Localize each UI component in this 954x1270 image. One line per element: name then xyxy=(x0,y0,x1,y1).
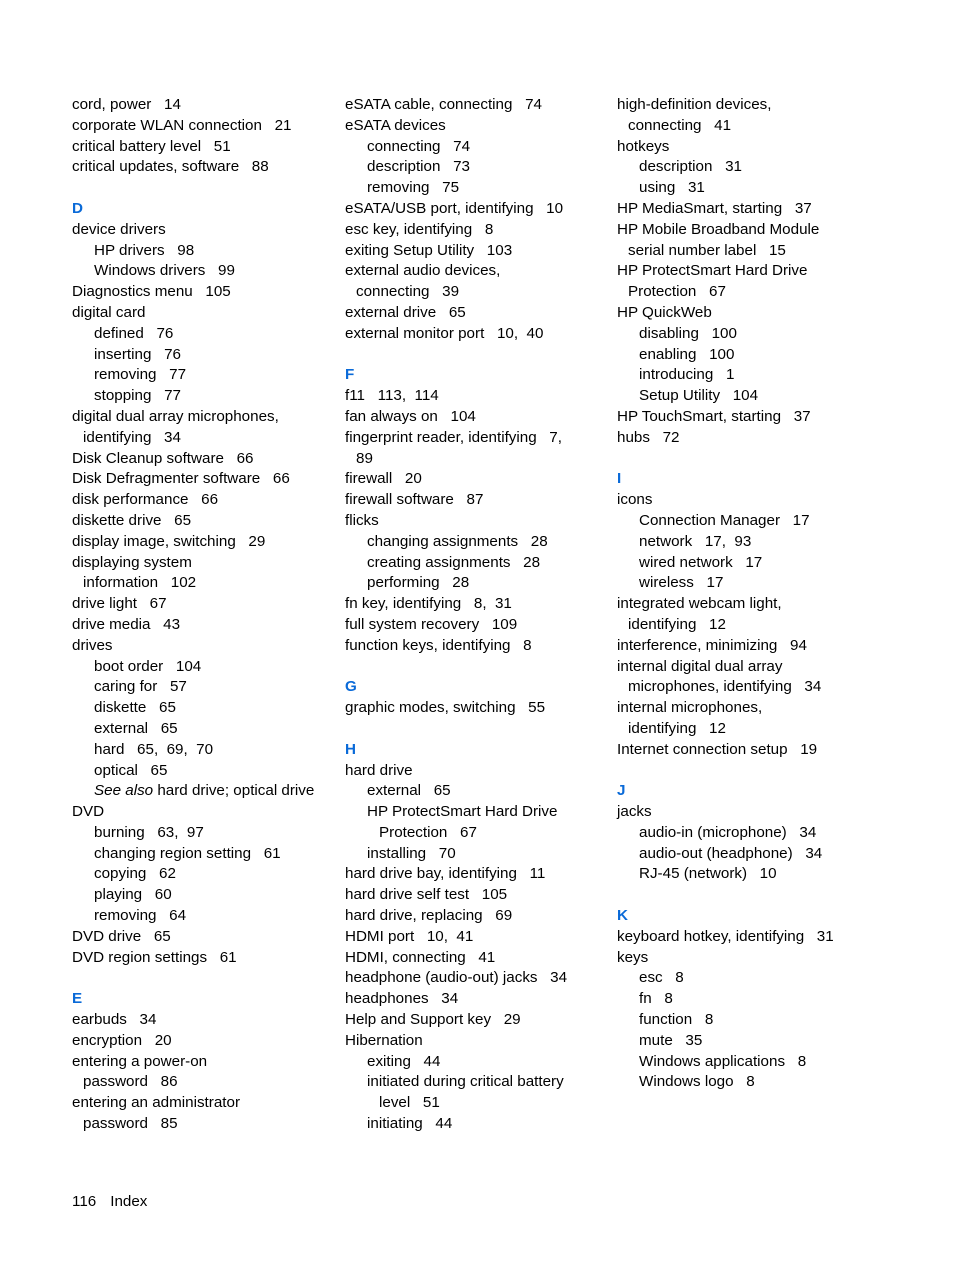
index-subentry: RJ-45 (network) 10 xyxy=(639,865,777,883)
index-subentry: HP ProtectSmart Hard Drive xyxy=(367,803,558,821)
index-subentry: initiating 44 xyxy=(367,1115,453,1133)
index-entry: earbuds 34 xyxy=(72,1011,157,1029)
index-subentry: removing 75 xyxy=(367,179,460,197)
index-entry: cord, power 14 xyxy=(72,96,181,113)
index-subentry: removing 64 xyxy=(94,907,187,925)
index-entry: HP QuickWeb xyxy=(617,303,712,321)
index-subentry: introducing 1 xyxy=(639,366,735,384)
index-entry: eSATA/USB port, identifying 10 xyxy=(345,199,564,217)
letter-heading: K xyxy=(617,907,628,925)
index-entry: hotkeys xyxy=(617,137,670,155)
index-subentry: connecting 39 xyxy=(356,283,460,301)
index-subentry: enabling 100 xyxy=(639,345,735,363)
index-entry: DVD xyxy=(72,803,105,821)
index-subentry: Windows drivers 99 xyxy=(94,262,235,280)
index-subentry: burning 63, 97 xyxy=(94,823,204,841)
index-subentry: external 65 xyxy=(94,719,178,737)
index-subentry: password 86 xyxy=(83,1073,178,1091)
index-subentry: creating assignments 28 xyxy=(367,553,541,571)
index-subentry: hard 65, 69, 70 xyxy=(94,740,214,758)
index-entry: keyboard hotkey, identifying 31 xyxy=(617,927,834,945)
index-entry: graphic modes, switching 55 xyxy=(345,699,546,717)
index-entry: f11 113, 114 xyxy=(345,387,439,405)
index-subentry: initiated during critical battery xyxy=(367,1073,564,1091)
index-subentry: performing 28 xyxy=(367,574,470,592)
index-subentry: function 8 xyxy=(639,1011,714,1029)
index-subentry: disabling 100 xyxy=(639,324,737,342)
index-entry: HP Mobile Broadband Module xyxy=(617,220,820,238)
index-entry: esc key, identifying 8 xyxy=(345,220,494,238)
page-footer xyxy=(72,1192,147,1212)
index-column-2 xyxy=(345,95,607,1135)
letter-heading: E xyxy=(72,990,83,1008)
letter-heading: F xyxy=(345,366,355,384)
index-entry: firewall 20 xyxy=(345,470,422,488)
index-entry: Disk Cleanup software 66 xyxy=(72,449,254,467)
index-subentry: identifying 34 xyxy=(83,428,181,446)
index-entry: fan always on 104 xyxy=(345,407,476,425)
index-entry: hard drive bay, identifying 11 xyxy=(345,865,546,883)
index-entry: encryption 20 xyxy=(72,1031,172,1049)
index-subentry: external 65 xyxy=(367,782,451,800)
index-entry: fn key, identifying 8, 31 xyxy=(345,595,512,613)
index-subentry: information 102 xyxy=(83,574,197,592)
index-subentry: changing assignments 28 xyxy=(367,532,548,550)
index-entry: icons xyxy=(617,491,653,509)
index-subentry: removing 77 xyxy=(94,366,187,384)
index-entry: hard drive xyxy=(345,761,413,779)
index-subentry: changing region setting 61 xyxy=(94,844,281,862)
index-entry: jacks xyxy=(617,803,652,821)
index-subentry: optical 65 xyxy=(94,761,168,779)
index-entry: digital card xyxy=(72,303,146,321)
index-entry: Internet connection setup 19 xyxy=(617,740,818,758)
index-subentry: HP drivers 98 xyxy=(94,241,195,259)
index-subentry: esc 8 xyxy=(639,969,684,987)
index-subentry: Protection 67 xyxy=(628,283,726,301)
index-subentry: exiting 44 xyxy=(367,1052,441,1070)
index-subentry: playing 60 xyxy=(94,886,172,904)
index-entry: display image, switching 29 xyxy=(72,532,266,550)
index-entry: critical battery level 51 xyxy=(72,137,231,155)
index-column-1 xyxy=(72,95,334,1135)
index-subentry: fn 8 xyxy=(639,990,673,1008)
index-subentry: description 73 xyxy=(367,158,470,176)
index-subentry: Windows applications 8 xyxy=(639,1052,807,1070)
index-entry: HP ProtectSmart Hard Drive xyxy=(617,262,808,280)
index-entry: corporate WLAN connection 21 xyxy=(72,116,292,134)
index-entry: flicks xyxy=(345,511,379,529)
index-subentry: wireless 17 xyxy=(639,574,724,592)
page-number: 116 xyxy=(72,1193,97,1210)
letter-heading: G xyxy=(345,678,357,696)
see-also-label: See also xyxy=(94,782,154,800)
index-entry: HDMI, connecting 41 xyxy=(345,948,496,966)
index-subentry: description 31 xyxy=(639,158,742,176)
index-entry: external audio devices, xyxy=(345,262,501,280)
index-subentry: microphones, identifying 34 xyxy=(628,678,822,696)
index-entry: eSATA cable, connecting 74 xyxy=(345,96,542,113)
index-column-3 xyxy=(617,95,907,1093)
index-subentry: mute 35 xyxy=(639,1031,703,1049)
index-subentry: inserting 76 xyxy=(94,345,181,363)
index-entry: headphones 34 xyxy=(345,990,459,1008)
index-entry: eSATA devices xyxy=(345,116,446,134)
index-subentry: boot order 104 xyxy=(94,657,202,675)
index-subentry xyxy=(72,781,334,802)
index-subentry: copying 62 xyxy=(94,865,176,883)
index-subentry: identifying 12 xyxy=(628,719,726,737)
index-entry: HP TouchSmart, starting 37 xyxy=(617,407,811,425)
index-subentry: 89 xyxy=(356,449,373,467)
index-subentry: Windows logo 8 xyxy=(639,1073,755,1091)
index-entry: keys xyxy=(617,948,649,966)
index-subentry: serial number label 15 xyxy=(628,241,786,259)
index-entry: external drive 65 xyxy=(345,303,466,321)
index-subentry: diskette 65 xyxy=(94,699,176,717)
index-subentry: connecting 41 xyxy=(628,116,732,134)
index-entry: diskette drive 65 xyxy=(72,511,192,529)
index-entry: critical updates, software 88 xyxy=(72,158,269,176)
index-entry: full system recovery 109 xyxy=(345,615,518,633)
index-subentry: stopping 77 xyxy=(94,387,181,405)
index-subentry: Connection Manager 17 xyxy=(639,511,810,529)
letter-heading: D xyxy=(72,199,83,217)
index-subentry: connecting 74 xyxy=(367,137,471,155)
index-entry: DVD region settings 61 xyxy=(72,948,237,966)
index-entry: headphone (audio-out) jacks 34 xyxy=(345,969,568,987)
see-also-target: hard drive; optical drive xyxy=(153,782,315,800)
index-entry: interference, minimizing 94 xyxy=(617,636,807,654)
index-entry: firewall software 87 xyxy=(345,491,484,509)
index-entry: digital dual array microphones, xyxy=(72,407,279,425)
index-entry: entering an administrator xyxy=(72,1094,240,1112)
index-subentry: Protection 67 xyxy=(379,823,477,841)
index-entry: hard drive self test 105 xyxy=(345,886,508,904)
index-subentry: audio-out (headphone) 34 xyxy=(639,844,823,862)
index-entry: displaying system xyxy=(72,553,192,571)
index-entry: Help and Support key 29 xyxy=(345,1011,521,1029)
index-entry: internal digital dual array xyxy=(617,657,783,675)
index-entry: device drivers xyxy=(72,220,166,238)
index-entry: internal microphones, xyxy=(617,699,763,717)
index-subentry: network 17, 93 xyxy=(639,532,752,550)
index-entry: drives xyxy=(72,636,113,654)
index-subentry: Setup Utility 104 xyxy=(639,387,759,405)
index-subentry: identifying 12 xyxy=(628,615,726,633)
index-entry: HP MediaSmart, starting 37 xyxy=(617,199,812,217)
index-subentry: wired network 17 xyxy=(639,553,763,571)
index-entry: drive light 67 xyxy=(72,595,167,613)
index-subentry: using 31 xyxy=(639,179,705,197)
index-entry: fingerprint reader, identifying 7, xyxy=(345,428,562,446)
index-entry: disk performance 66 xyxy=(72,491,219,509)
index-entry: Diagnostics menu 105 xyxy=(72,283,231,301)
index-entry: Hibernation xyxy=(345,1031,423,1049)
index-entry: hubs 72 xyxy=(617,428,680,446)
index-entry: entering a power-on xyxy=(72,1052,208,1070)
index-entry: HDMI port 10, 41 xyxy=(345,927,474,945)
letter-heading: H xyxy=(345,740,356,758)
index-entry: external monitor port 10, 40 xyxy=(345,324,544,342)
index-entry: drive media 43 xyxy=(72,615,181,633)
index-entry: high-definition devices, xyxy=(617,96,772,113)
index-entry: DVD drive 65 xyxy=(72,927,171,945)
letter-heading: I xyxy=(617,470,622,488)
letter-heading: J xyxy=(617,782,626,800)
index-entry: Disk Defragmenter software 66 xyxy=(72,470,290,488)
index-entry: integrated webcam light, xyxy=(617,595,782,613)
index-subentry: audio-in (microphone) 34 xyxy=(639,823,817,841)
index-subentry: installing 70 xyxy=(367,844,456,862)
index-subentry: defined 76 xyxy=(94,324,174,342)
index-entry: exiting Setup Utility 103 xyxy=(345,241,513,259)
index-subentry: caring for 57 xyxy=(94,678,187,696)
index-subentry: level 51 xyxy=(379,1094,440,1112)
index-subentry: password 85 xyxy=(83,1115,178,1133)
index-entry: hard drive, replacing 69 xyxy=(345,907,513,925)
index-entry: function keys, identifying 8 xyxy=(345,636,532,654)
section-name: Index xyxy=(110,1193,148,1210)
